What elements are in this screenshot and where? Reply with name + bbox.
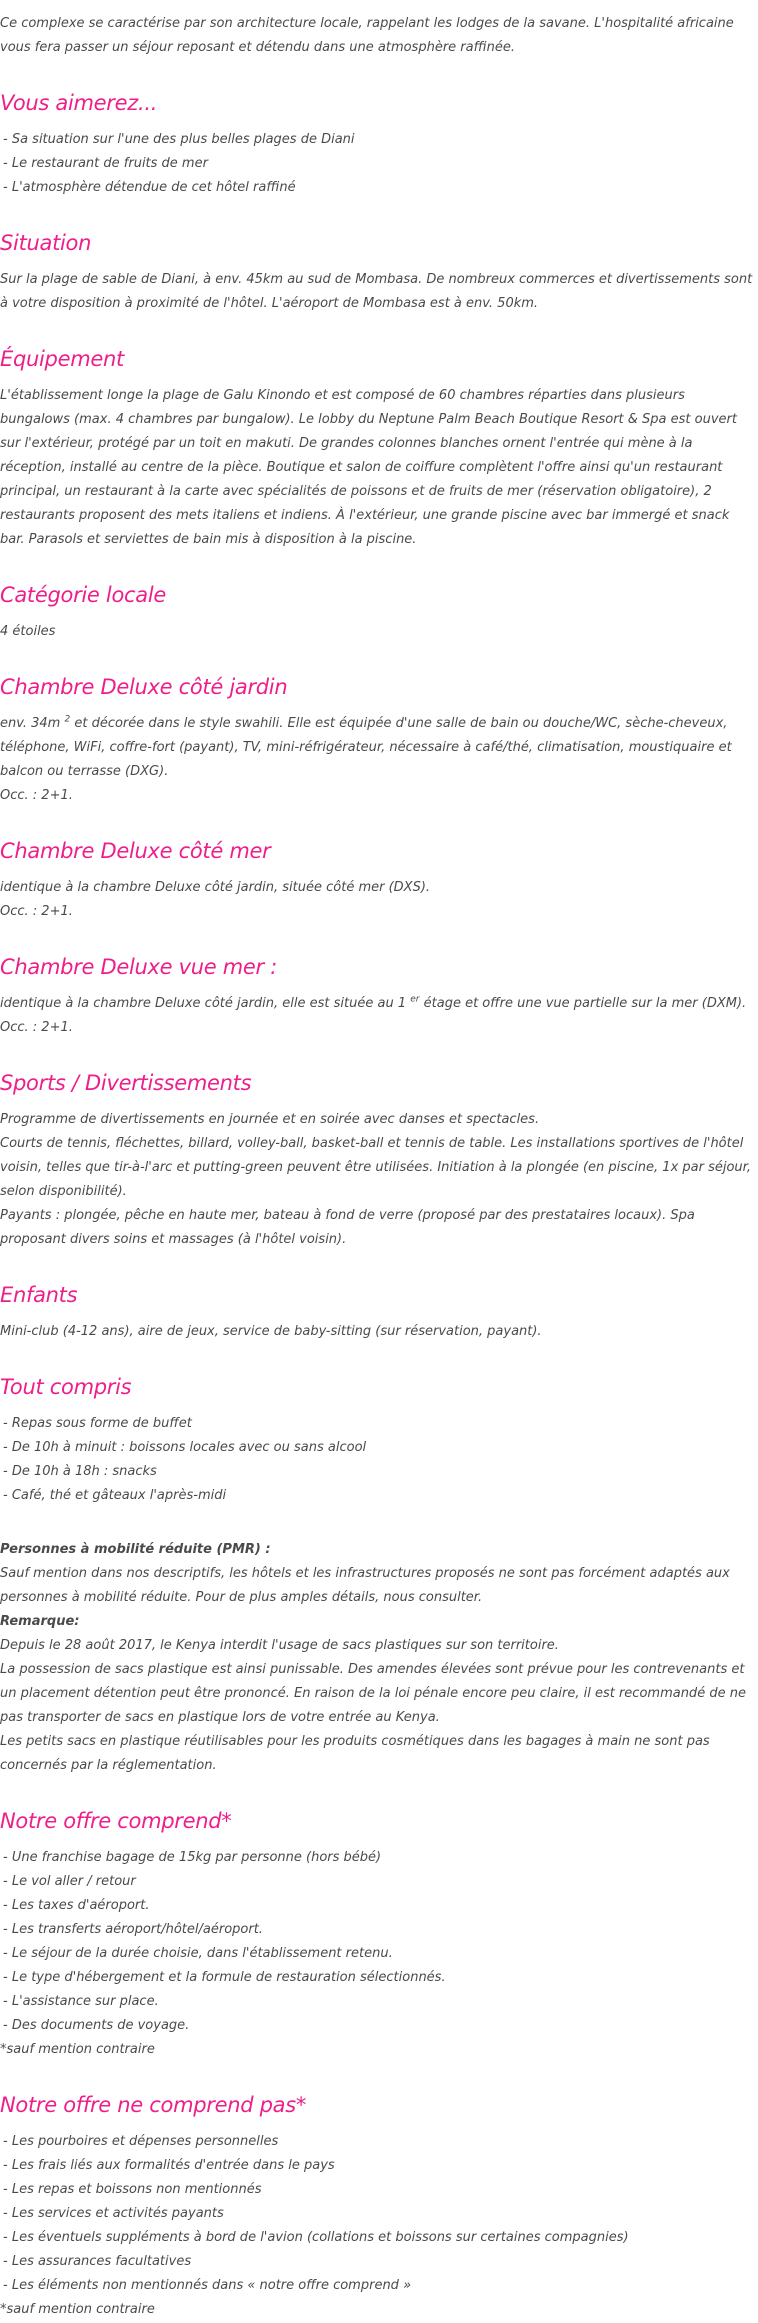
- remarque-text-2: La possession de sacs plastique est ainsi punissable. Des amendes élevées sont prévue pour les contrevenants et un placement détention peut être prononcé. En raison de la loi pénale encore peu claire, il est recommandé de ne pas transporter de sacs en plastique lors de votre entrée au Kenya.: [0, 1662, 746, 1725]
- list-item: - Les repas et boissons non mentionnés: [3, 2182, 262, 2197]
- enfants-text: Mini-club (4-12 ans), aire de jeux, service de baby-sitting (sur réservation, payant).: [0, 1324, 542, 1339]
- situation-text: Sur la plage de sable de Diani, à env. 45km au sud de Mombasa. De nombreux commerces et divertissements sont à votre disposition à proximité de l'hôtel. L'aéroport de Mombasa est à env. 50km.: [0, 272, 753, 311]
- list-item: - Les assurances facultatives: [3, 2254, 192, 2269]
- vous-aimerez-list: [0, 128, 758, 200]
- list-item: - Le restaurant de fruits de mer: [3, 156, 208, 171]
- section-title-deluxe-jardin: Chambre Deluxe côté jardin: [0, 675, 288, 699]
- offre-ne-comprend-pas-list: [0, 2130, 758, 2298]
- list-item: - Les éléments non mentionnés dans « notre offre comprend »: [3, 2278, 412, 2293]
- remarque-label: Remarque:: [0, 1614, 80, 1629]
- sports-text-3: Payants : plongée, pêche en haute mer, bateau à fond de verre (proposé par des prestataires locaux). Spa proposant divers soins et massages (à l'hôtel voisin).: [0, 1208, 695, 1247]
- section-title-tout-compris: Tout compris: [0, 1375, 132, 1399]
- list-item: - Les éventuels suppléments à bord de l'avion (collations et boissons sur certaines compagnies): [3, 2230, 629, 2245]
- section-title-offre-comprend: Notre offre comprend*: [0, 1809, 232, 1833]
- section-title-situation: Situation: [0, 231, 92, 255]
- deluxe-jardin-text: env. 34m $^2$ et décorée dans le style swahili. Elle est équipée d'une salle de bain ou douche/WC, sèche-cheveux, téléphone, WiFi, coffre-fort (payant), TV, mini-réfrigérateur, nécessaire à café/thé, climatisation, moustiquaire et balcon ou terrasse (DXG).: [0, 714, 732, 779]
- section-title-deluxe-vue-mer: Chambre Deluxe vue mer :: [0, 955, 278, 979]
- remarque-text-1: Depuis le 28 août 2017, le Kenya interdit l'usage de sacs plastiques sur son territoire.: [0, 1638, 559, 1653]
- deluxe-jardin-occupancy: Occ. : 2+1.: [0, 788, 73, 803]
- list-item: - Les frais liés aux formalités d'entrée dans le pays: [3, 2158, 335, 2173]
- deluxe-mer-occupancy: Occ. : 2+1.: [0, 904, 73, 919]
- section-title-offre-ne-comprend-pas: Notre offre ne comprend pas*: [0, 2093, 307, 2117]
- section-title-equipement: Équipement: [0, 347, 124, 371]
- offre-comprend-list: [0, 1846, 758, 2038]
- list-item: - De 10h à 18h : snacks: [3, 1464, 157, 1479]
- section-title-vous-aimerez: Vous aimerez...: [0, 91, 158, 115]
- section-title-sports: Sports / Divertissements: [0, 1071, 252, 1095]
- section-title-enfants: Enfants: [0, 1283, 78, 1307]
- list-item: - Les transferts aéroport/hôtel/aéroport.: [3, 1922, 263, 1937]
- list-item: - Le séjour de la durée choisie, dans l'établissement retenu.: [3, 1946, 393, 1961]
- spacer: [0, 1508, 758, 1532]
- equipement-text: L'établissement longe la plage de Galu Kinondo et est composé de 60 chambres réparties dans plusieurs bungalows (max. 4 chambres par bungalow). Le lobby du Neptune Palm Beach Boutique Resort & Spa est ouvert sur l'extérieur, protégé par un toit en makuti. De grandes colonnes blanches ornent l'entrée qui mène à la réception, installé au centre de la pièce. Boutique et salon de coiffure complètent l'offre ainsi qu'un restaurant principal, un restaurant à la carte avec spécialités de poissons et de fruits de mer (réservation obligatoire), 2 restaurants proposent des mets italiens et indiens. À l'extérieur, une grande piscine avec bar immergé et snack bar. Parasols et serviettes de bain mis à disposition à la piscine.: [0, 388, 737, 547]
- list-item: - Les pourboires et dépenses personnelles: [3, 2134, 279, 2149]
- list-item: - L'assistance sur place.: [3, 1994, 159, 2009]
- list-item: - Une franchise bagage de 15kg par personne (hors bébé): [3, 1850, 382, 1865]
- list-item: - Les taxes d'aéroport.: [3, 1898, 150, 1913]
- deluxe-vue-mer-occupancy: Occ. : 2+1.: [0, 1020, 73, 1035]
- section-title-deluxe-mer: Chambre Deluxe côté mer: [0, 839, 271, 863]
- sports-text-1: Programme de divertissements en journée et en soirée avec danses et spectacles.: [0, 1112, 540, 1127]
- list-item: - Repas sous forme de buffet: [3, 1416, 192, 1431]
- list-item: - Le vol aller / retour: [3, 1874, 136, 1889]
- section-title-categorie: Catégorie locale: [0, 583, 166, 607]
- pmr-label: Personnes à mobilité réduite (PMR) :: [0, 1542, 271, 1557]
- list-item: - Sa situation sur l'une des plus belles plages de Diani: [3, 132, 355, 147]
- offre-ne-comprend-pas-note: *sauf mention contraire: [0, 2302, 155, 2317]
- deluxe-vue-mer-text: identique à la chambre Deluxe côté jardin, elle est située au 1 $^{er}$ étage et offre une vue partielle sur la mer (DXM).: [0, 994, 747, 1011]
- tout-compris-list: [0, 1412, 758, 1508]
- list-item: - De 10h à minuit : boissons locales avec ou sans alcool: [3, 1440, 367, 1455]
- list-item: - Café, thé et gâteaux l'après-midi: [3, 1488, 227, 1503]
- categorie-text: 4 étoiles: [0, 624, 56, 639]
- list-item: - Les services et activités payants: [3, 2206, 224, 2221]
- list-item: - L'atmosphère détendue de cet hôtel raffiné: [3, 180, 296, 195]
- list-item: - Le type d'hébergement et la formule de restauration sélectionnés.: [3, 1970, 446, 1985]
- sports-text-2: Courts de tennis, fléchettes, billard, volley-ball, basket-ball et tennis de table. Les installations sportives de l'hôtel voisin, telles que tir-à-l'arc et putting-green peuvent être utilisées. Initiation à la plongée (en piscine, 1x par séjour, selon disponibilité).: [0, 1136, 751, 1199]
- deluxe-mer-text: identique à la chambre Deluxe côté jardin, située côté mer (DXS).: [0, 880, 431, 895]
- list-item: - Des documents de voyage.: [3, 2018, 190, 2033]
- remarque-text-3: Les petits sacs en plastique réutilisables pour les produits cosmétiques dans les bagages à main ne sont pas concernés par la réglementation.: [0, 1734, 710, 1773]
- offre-comprend-note: *sauf mention contraire: [0, 2042, 155, 2057]
- pmr-text: Sauf mention dans nos descriptifs, les hôtels et les infrastructures proposés ne sont pas forcément adaptés aux personnes à mobilité réduite. Pour de plus amples détails, nous consulter.: [0, 1566, 730, 1605]
- intro-text: Ce complexe se caractérise par son architecture locale, rappelant les lodges de la savane. L'hospitalité africaine vous fera passer un séjour reposant et détendu dans une atmosphère raffinée.: [0, 16, 734, 55]
